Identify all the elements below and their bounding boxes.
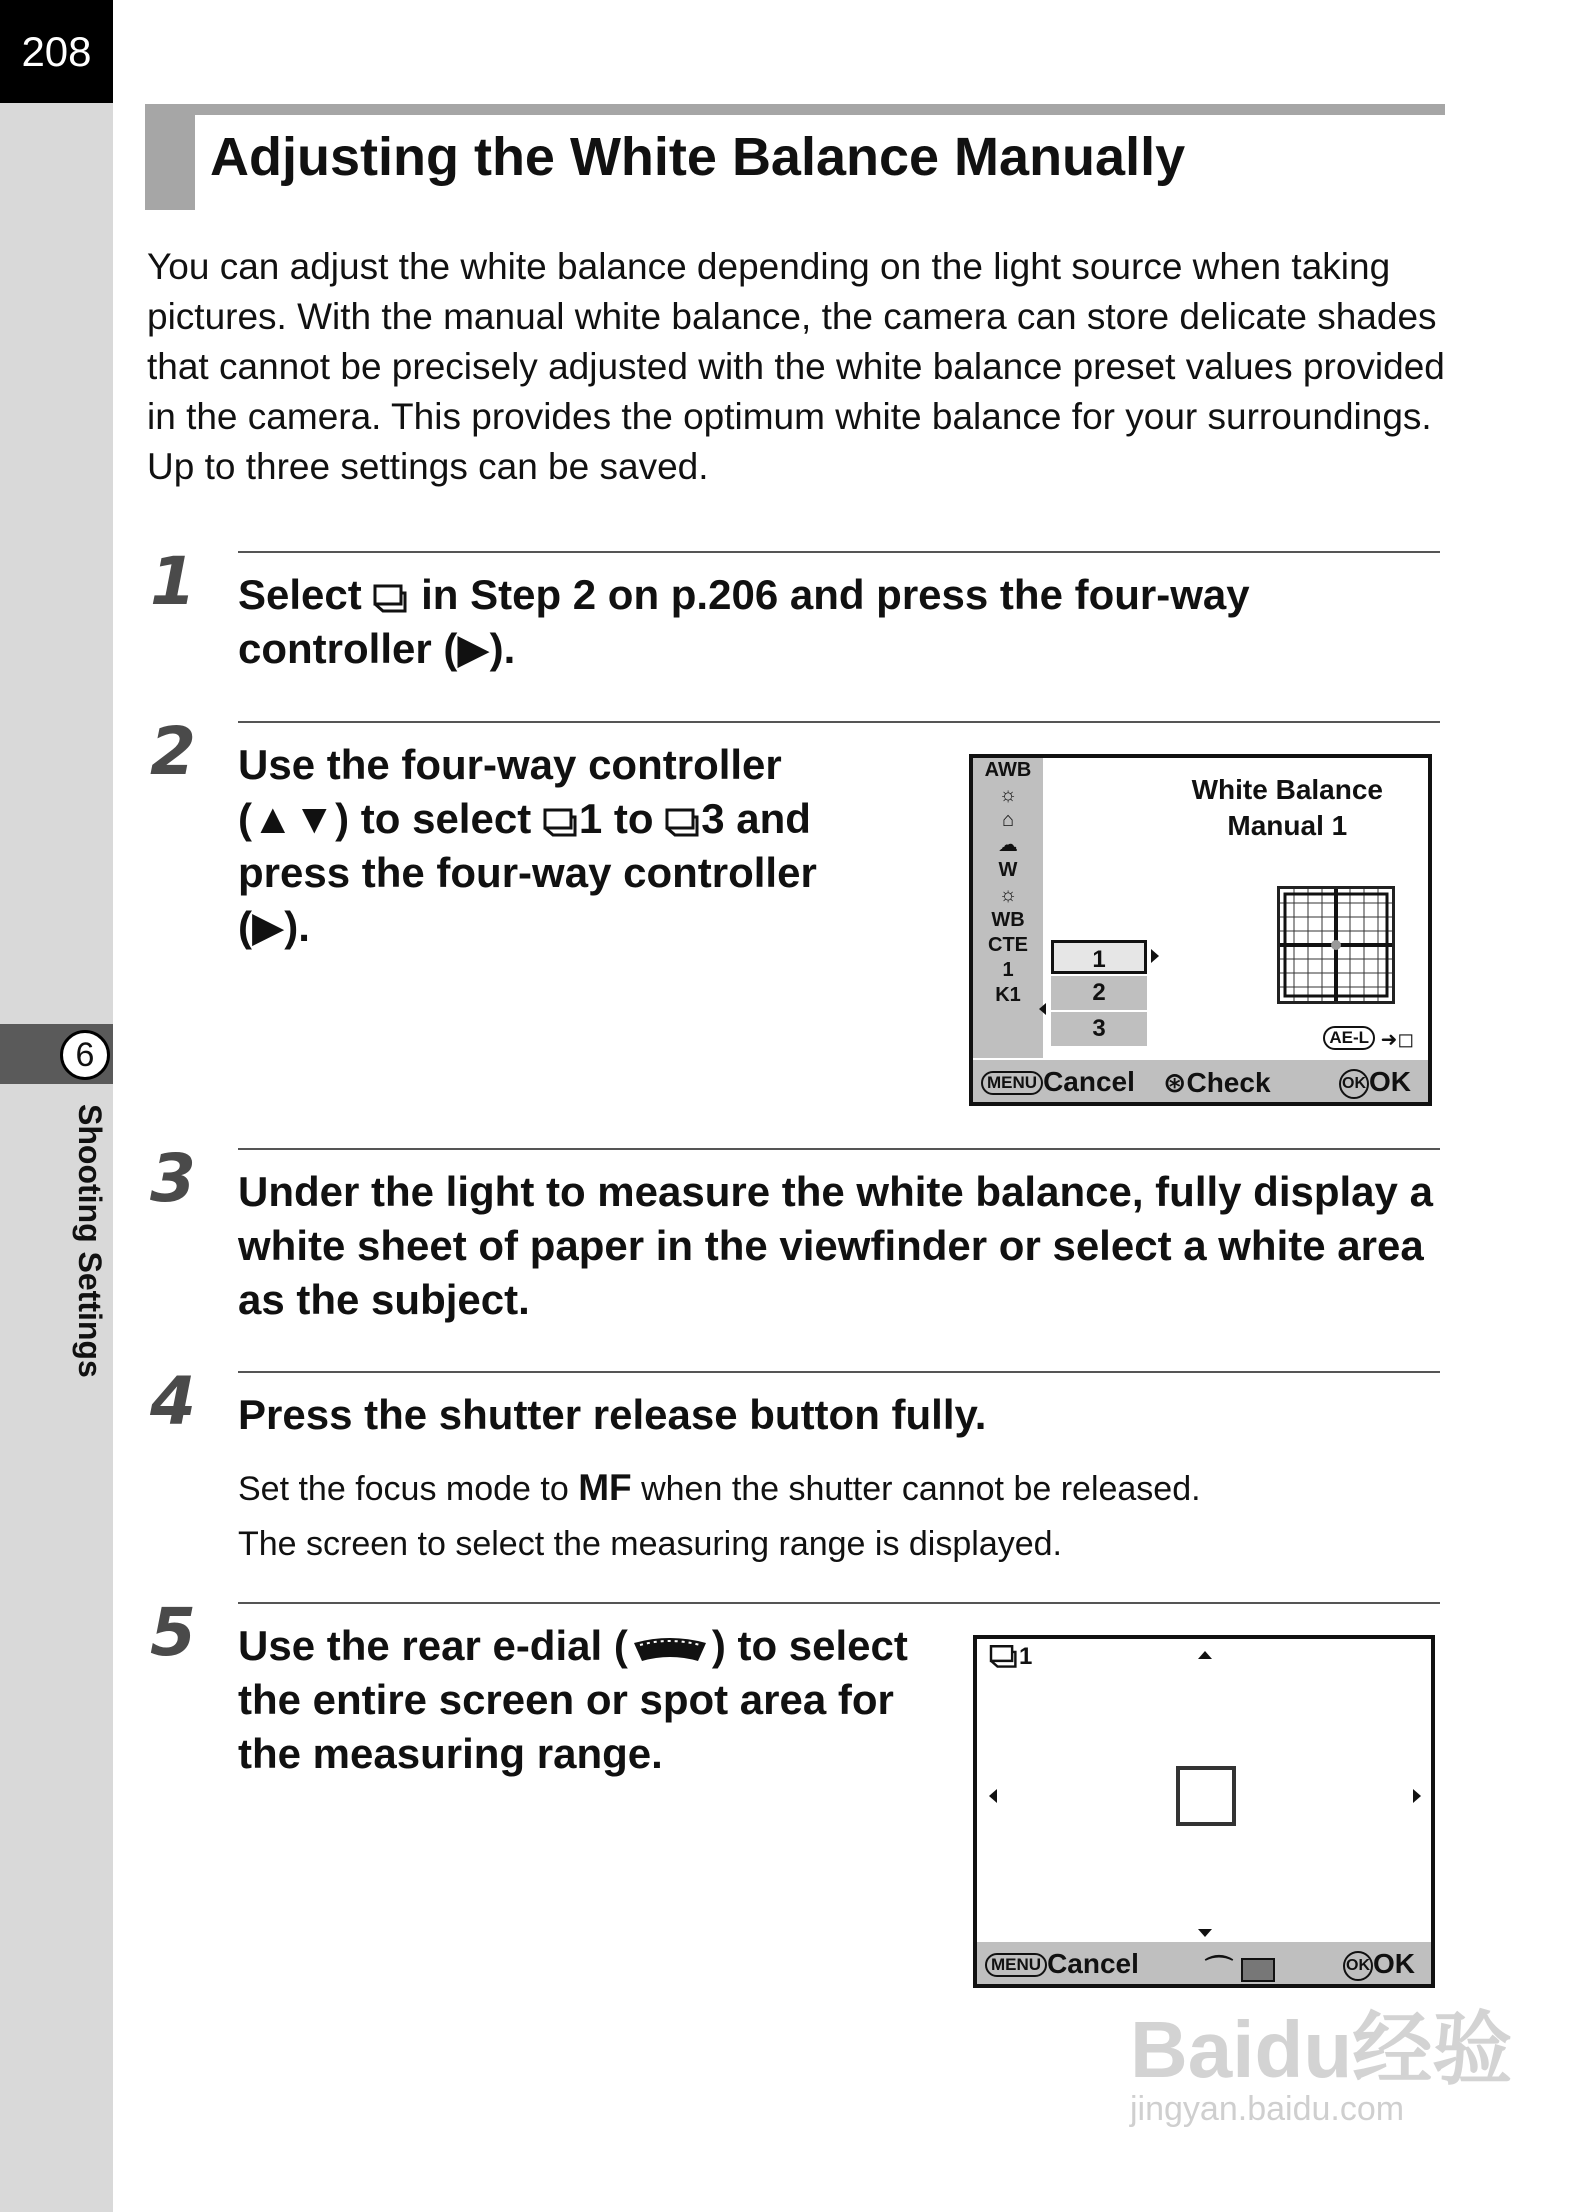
screen-title — [1192, 772, 1383, 844]
manual-wb-icon — [989, 1643, 1019, 1669]
screen-title-line: Manual 1 — [1227, 810, 1348, 841]
ok-control[interactable] — [1343, 1948, 1415, 1981]
chapter-label: Shooting Settings — [72, 1104, 108, 1378]
step-divider — [238, 1371, 1440, 1373]
manual-slot-option[interactable]: 3 — [1051, 1012, 1147, 1046]
manual-slot-indicator — [989, 1643, 1032, 1671]
wb-manual-screen — [969, 754, 1432, 1106]
step-number: 3 — [150, 1140, 196, 1217]
manual-wb-icon — [373, 582, 409, 614]
title-block — [145, 104, 195, 210]
screen-title-line: White Balance — [1191, 774, 1383, 805]
step-4-note: The screen to select the measuring range is displayed. — [238, 1525, 1063, 1563]
measuring-range-screen — [973, 1635, 1435, 1988]
wb-fine-tune-grid — [1277, 886, 1395, 1004]
right-arrow-icon — [1151, 949, 1159, 963]
step-3-text: Under the light to measure the white balance, fully display a white sheet of paper in the viewfinder or select a white area as the subject. — [238, 1168, 1433, 1323]
screen-bottom-bar — [973, 1060, 1428, 1102]
mf-label: MF — [578, 1467, 632, 1508]
chapter-number: 6 — [60, 1030, 110, 1080]
step-5-line: the entire screen or spot area for — [238, 1676, 894, 1723]
step-1-text — [238, 568, 1438, 676]
ae-lock-label: AE-L — [1323, 1026, 1375, 1050]
step-2-line: Use the four-way controller — [238, 741, 782, 788]
ok-label: OK — [1369, 1066, 1411, 1097]
rear-dial-icon: ⌒ — [1205, 1954, 1234, 1985]
step-2-segment: (▲▼) to select — [238, 795, 543, 842]
right-arrow-icon[interactable] — [1413, 1789, 1421, 1803]
cancel-control[interactable] — [985, 1948, 1139, 1980]
watermark-logo: Baidu经验 — [1130, 2005, 1513, 2094]
spot-area-frame[interactable] — [1176, 1766, 1236, 1826]
wb-mode-column — [973, 758, 1043, 1058]
dial-icon: ⊛ — [1163, 1067, 1187, 1098]
entire-screen-icon — [1241, 1958, 1275, 1982]
step-number: 2 — [150, 713, 196, 790]
cancel-label: Cancel — [1047, 1948, 1139, 1979]
step-5-text — [238, 1619, 958, 1781]
step-divider — [238, 551, 1440, 553]
ok-key-icon: OK — [1343, 1951, 1373, 1981]
cte-icon: CTE — [988, 934, 1028, 956]
up-arrow-icon[interactable] — [1198, 1651, 1212, 1659]
ok-key-icon: OK — [1339, 1069, 1369, 1099]
check-label: Check — [1186, 1067, 1271, 1098]
left-arrow-icon — [1039, 1003, 1046, 1015]
fluorescent-icon: W — [998, 859, 1018, 881]
manual-slot-list — [1051, 940, 1147, 1048]
step-5-line — [238, 1619, 958, 1673]
flash-wb-icon: WB — [991, 909, 1025, 931]
check-control[interactable] — [1163, 1066, 1271, 1099]
manual-wb-icon — [665, 806, 701, 838]
manual-wb-icon — [543, 806, 579, 838]
step-2-line: press the four-way controller — [238, 849, 817, 896]
screen-bottom-bar — [977, 1942, 1431, 1984]
shade-icon: ⌂ — [1001, 809, 1015, 831]
step-5-line: the measuring range. — [238, 1730, 663, 1777]
step-divider — [238, 1602, 1440, 1604]
step-5-segment: ) to select — [711, 1622, 908, 1669]
down-arrow-icon[interactable] — [1198, 1929, 1212, 1937]
daylight-icon: ☼ — [998, 784, 1018, 806]
kelvin-icon: K1 — [995, 984, 1021, 1006]
step-divider — [238, 721, 1440, 723]
cloudy-icon: ☁ — [998, 834, 1018, 856]
step-2-segment: 1 to — [578, 795, 666, 842]
cancel-label: Cancel — [1043, 1066, 1135, 1097]
step-1-part-b: in Step 2 on p.206 and press the four-way controller (▶). — [238, 571, 1250, 672]
page-number: 208 — [0, 0, 113, 103]
intro-paragraph: You can adjust the white balance depending on the light source when taking pictures. With the manual white balance, the camera can store delicate shades that cannot be precisely adjusted with the white balance preset values provided in the camera. This provides the optimum white balance for your surroundings. Up to three settings can be saved. — [147, 246, 1445, 487]
awb-icon: AWB — [984, 759, 1032, 781]
manual-wb-mode-icon: 1 — [1002, 959, 1014, 981]
note-segment: when the shutter cannot be released. — [631, 1470, 1201, 1508]
range-toggle-control[interactable] — [1205, 1948, 1275, 1988]
slot-label: 1 — [1019, 1643, 1033, 1670]
page-title: Adjusting the White Balance Manually — [210, 127, 1186, 187]
manual-slot-option[interactable]: 2 — [1051, 976, 1147, 1010]
step-2-segment: 3 and — [701, 795, 811, 842]
step-4-text: Press the shutter release button fully. — [238, 1391, 987, 1438]
ok-label: OK — [1373, 1948, 1415, 1979]
step-number: 5 — [150, 1594, 196, 1671]
step-5-segment: Use the rear e-dial ( — [238, 1622, 628, 1669]
cancel-control[interactable] — [981, 1066, 1135, 1098]
left-arrow-icon[interactable] — [989, 1789, 997, 1803]
watermark-url: jingyan.baidu.com — [1130, 2090, 1405, 2128]
step-divider — [238, 1148, 1440, 1150]
menu-key-icon: MENU — [985, 1953, 1047, 1977]
ae-lock-icon: AE-L ➜◻ — [1323, 1026, 1414, 1052]
step-2-line: (▶). — [238, 903, 310, 950]
step-1-part-a: Select — [238, 571, 374, 618]
step-2-line — [238, 792, 938, 846]
tungsten-icon: ☼ — [998, 884, 1018, 906]
title-rule — [145, 104, 1445, 115]
step-number: 1 — [150, 543, 196, 620]
rear-dial-icon — [628, 1635, 712, 1665]
step-4-note — [238, 1467, 1201, 1509]
ok-control[interactable] — [1339, 1066, 1411, 1099]
manual-slot-option[interactable]: 1 — [1051, 940, 1147, 974]
note-segment: Set the focus mode to — [238, 1470, 579, 1508]
step-2-text — [238, 738, 938, 954]
menu-key-icon: MENU — [981, 1071, 1043, 1095]
step-number: 4 — [150, 1363, 196, 1440]
